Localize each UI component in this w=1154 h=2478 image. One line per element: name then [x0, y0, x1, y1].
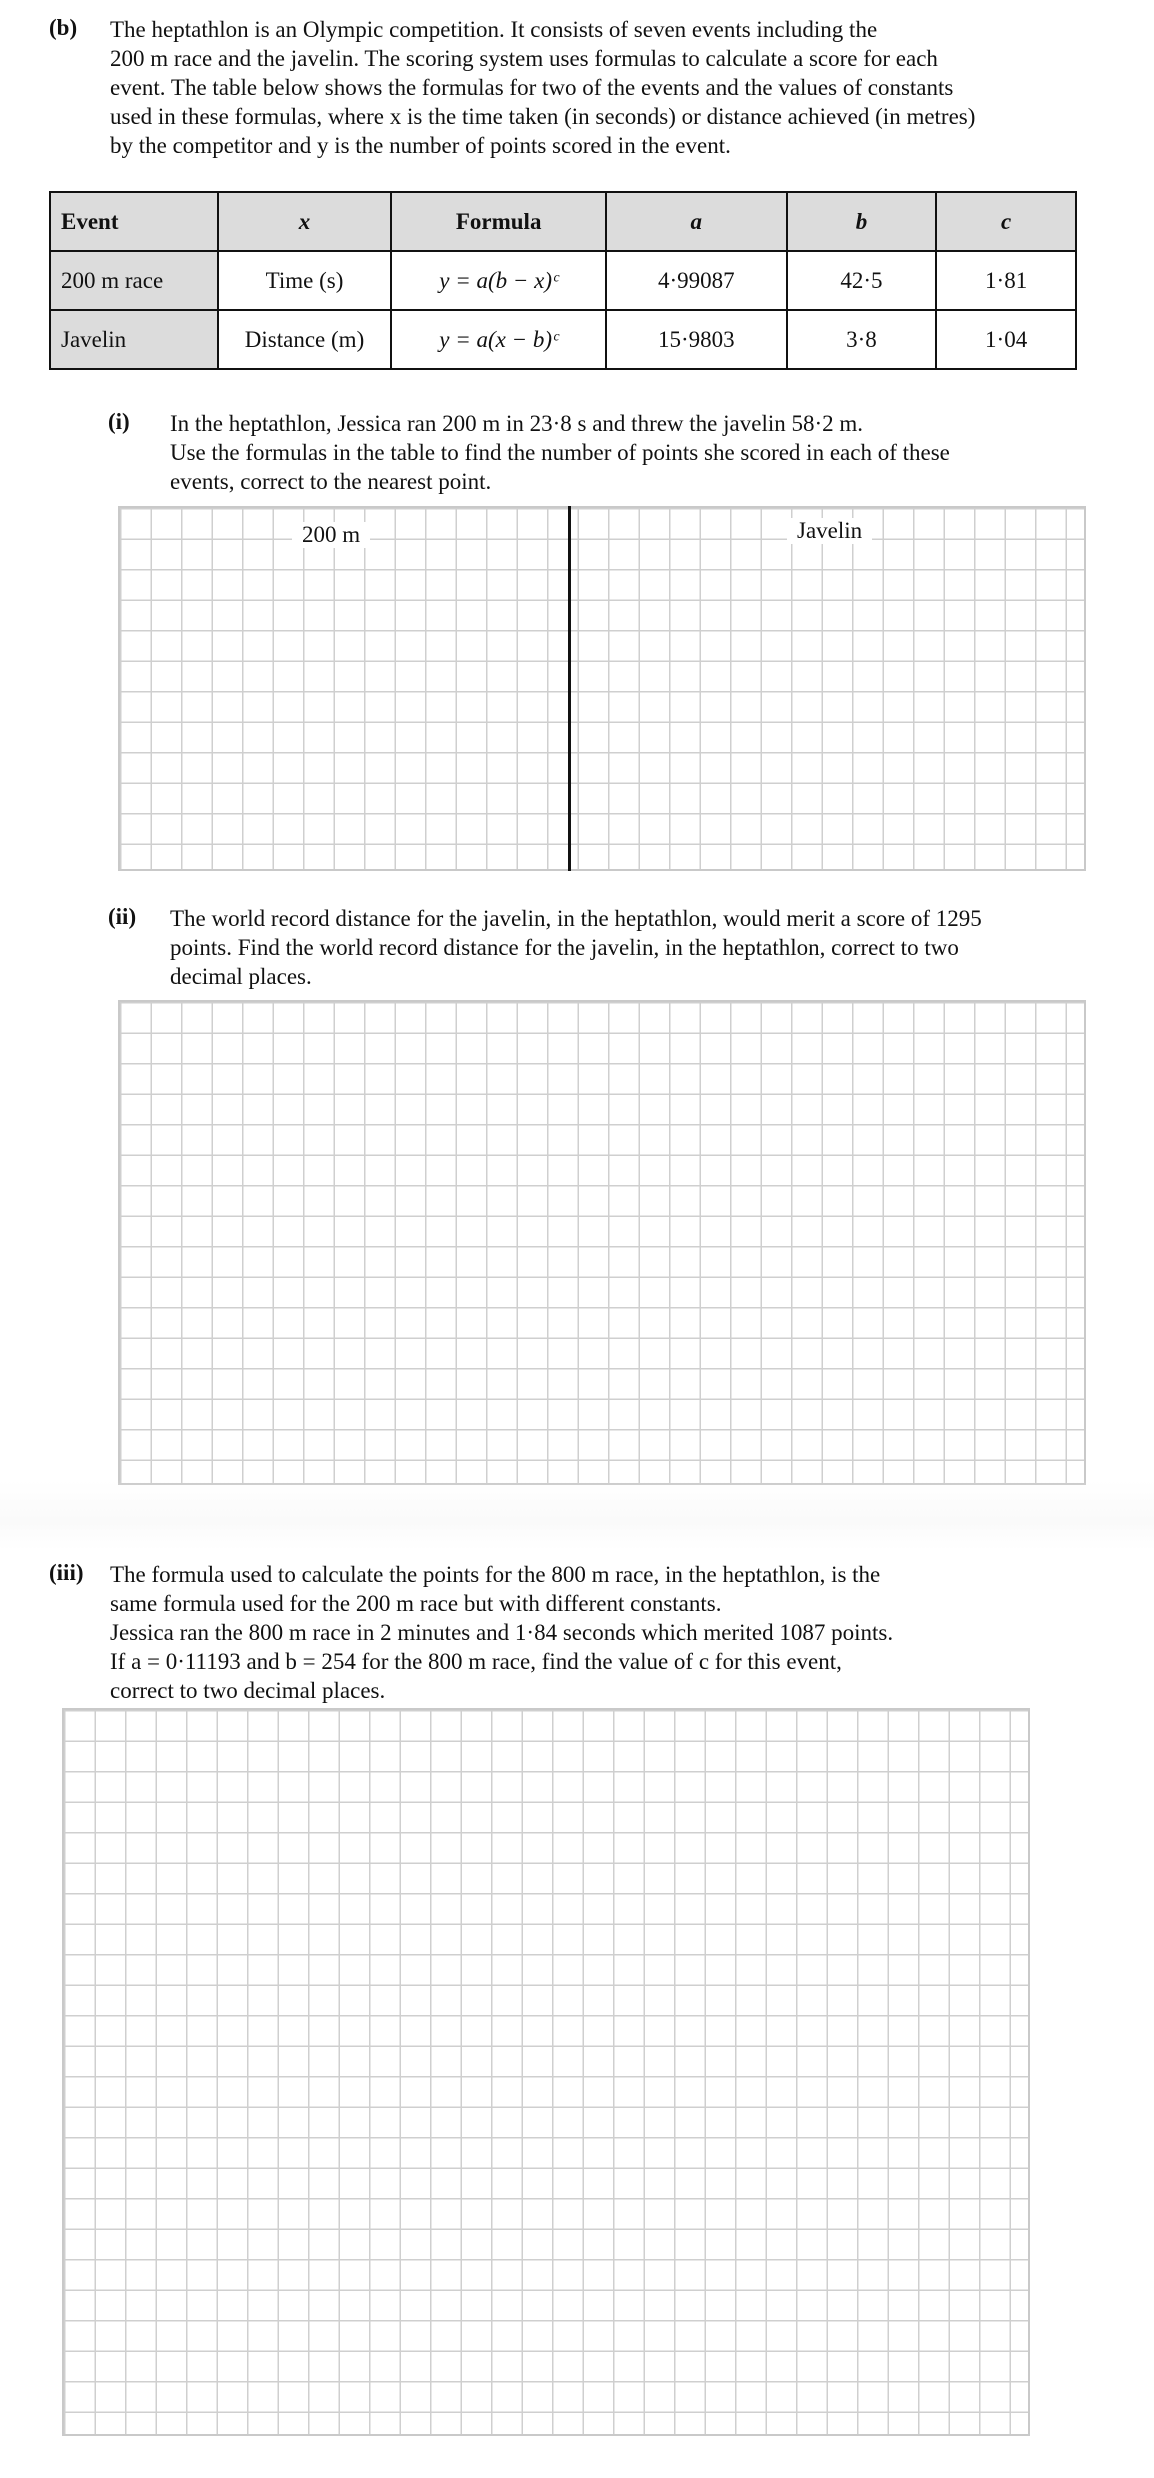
- page-break-shadow: [0, 1480, 1154, 1550]
- caption-javelin: Javelin: [787, 518, 872, 544]
- header-a: a: [606, 192, 787, 251]
- answer-grid-part-iii[interactable]: [62, 1708, 1030, 2436]
- header-x: x: [218, 192, 392, 251]
- table-header-row: [50, 192, 1076, 251]
- cell-formula: y = a(b − x)ᶜ: [391, 251, 606, 310]
- cell-c: 1·04: [936, 310, 1076, 369]
- answer-grid-part-ii[interactable]: [118, 1000, 1086, 1485]
- part-i-line: events, correct to the nearest point.: [170, 469, 492, 494]
- part-ii-line: The world record distance for the javelin, in the heptathlon, would merit a score of 1295: [170, 906, 982, 931]
- cell-event: Javelin: [50, 310, 218, 369]
- part-iii-line: The formula used to calculate the points for the 800 m race, in the heptathlon, is the: [110, 1562, 881, 1587]
- table-row: [50, 310, 1076, 369]
- part-ii-line: points. Find the world record distance for the javelin, in the heptathlon, correct to two: [170, 935, 959, 960]
- part-ii-label: (ii): [108, 904, 137, 929]
- scores-table: [49, 191, 1077, 370]
- part-b-line: event. The table below shows the formulas for two of the events and the values of constants: [110, 75, 954, 100]
- part-i-line: Use the formulas in the table to find the number of points she scored in each of these: [170, 440, 950, 465]
- part-b-text: [110, 15, 1120, 160]
- part-iii-line: same formula used for the 200 m race but with different constants.: [110, 1591, 722, 1616]
- header-b: b: [787, 192, 937, 251]
- part-ii-text: [170, 904, 1130, 991]
- cell-a: 15·9803: [606, 310, 787, 369]
- part-b-line: used in these formulas, where x is the time taken (in seconds) or distance achieved (in metres): [110, 104, 976, 129]
- part-iii-line: Jessica ran the 800 m race in 2 minutes and 1·84 seconds which merited 1087 points.: [110, 1620, 894, 1645]
- part-ii-line: decimal places.: [170, 964, 312, 989]
- part-iii-text: [110, 1560, 1110, 1705]
- header-event: Event: [50, 192, 218, 251]
- header-formula: Formula: [391, 192, 606, 251]
- part-iii-label: (iii): [49, 1560, 84, 1585]
- cell-b: 3·8: [787, 310, 937, 369]
- caption-200m: 200 m: [292, 522, 370, 548]
- cell-b: 42·5: [787, 251, 937, 310]
- part-b-line: 200 m race and the javelin. The scoring system uses formulas to calculate a score for each: [110, 46, 938, 71]
- cell-c: 1·81: [936, 251, 1076, 310]
- part-b-label: (b): [49, 15, 78, 40]
- cell-a: 4·99087: [606, 251, 787, 310]
- header-c: c: [936, 192, 1076, 251]
- part-b-line: The heptathlon is an Olympic competition. It consists of seven events including the: [110, 17, 878, 42]
- table-row: [50, 251, 1076, 310]
- part-iii-line: correct to two decimal places.: [110, 1678, 386, 1703]
- part-i-line: In the heptathlon, Jessica ran 200 m in 23·8 s and threw the javelin 58·2 m.: [170, 411, 864, 436]
- part-i-label: (i): [108, 409, 130, 434]
- part-b-line: by the competitor and y is the number of points scored in the event.: [110, 133, 731, 158]
- cell-x: Time (s): [218, 251, 392, 310]
- answer-grid-part-i[interactable]: [118, 506, 1086, 871]
- part-i-text: [170, 409, 1130, 496]
- cell-formula: y = a(x − b)ᶜ: [391, 310, 606, 369]
- cell-event: 200 m race: [50, 251, 218, 310]
- part-iii-line: If a = 0·11193 and b = 254 for the 800 m race, find the value of c for this event,: [110, 1649, 842, 1674]
- cell-x: Distance (m): [218, 310, 392, 369]
- grid-divider: [568, 506, 571, 871]
